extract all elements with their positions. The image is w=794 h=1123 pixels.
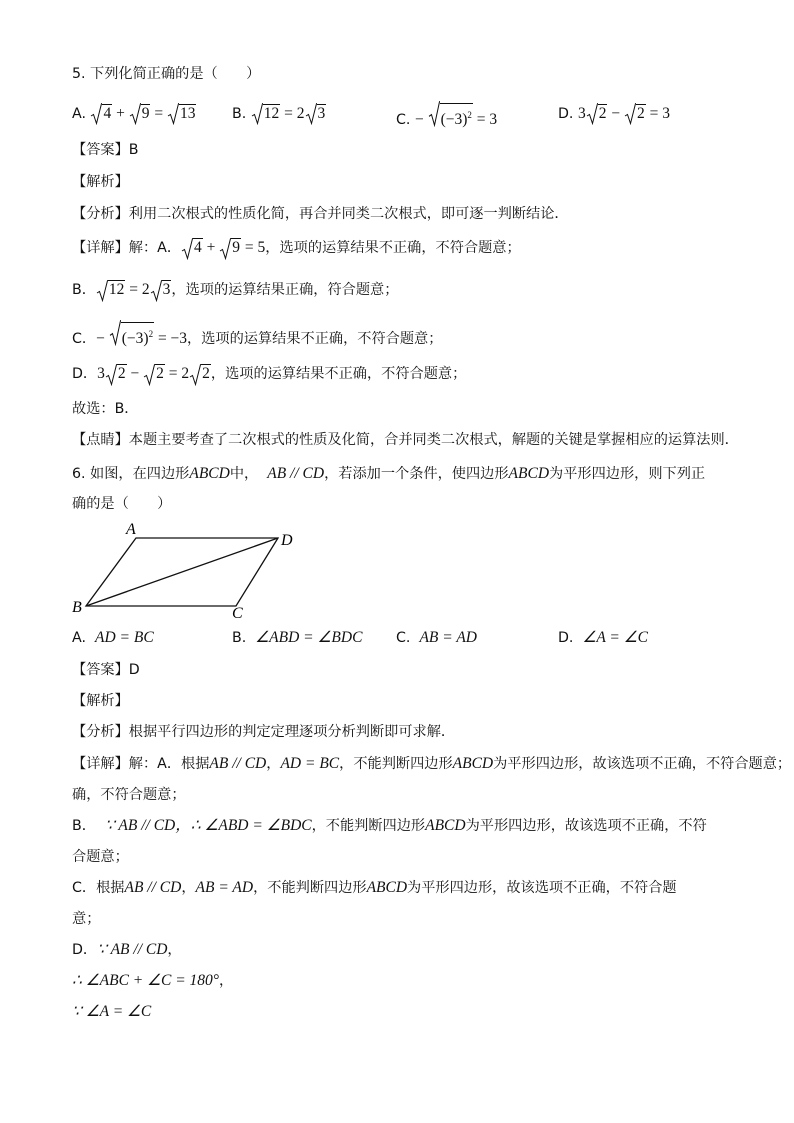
q6-detail-d xyxy=(72,940,182,960)
q6-jiexi: 【解析】 xyxy=(72,693,129,709)
option-expr: AD = BC xyxy=(95,629,154,646)
sqrt-icon xyxy=(586,103,598,125)
detail-text: ，不能判断四边形 xyxy=(339,756,453,772)
option-label: D. xyxy=(558,630,574,646)
math-parallel: AB // CD xyxy=(267,465,325,482)
option-label: D. xyxy=(558,106,574,122)
math-parallel: AB // CD xyxy=(124,879,182,896)
option-label: A. xyxy=(72,106,86,122)
q5-dianjing: 【点睛】本题主要考查了二次根式的性质及化简，合并同类二次根式，解题的关键是掌握相应的运算法则． xyxy=(72,432,739,448)
q5-stem: 5. 下列化简正确的是（ ） xyxy=(72,66,261,82)
q5-option-d[interactable] xyxy=(558,103,670,125)
sqrt-icon xyxy=(167,103,179,125)
detail-text: C．根据 xyxy=(72,880,125,896)
sqrt-icon xyxy=(181,238,193,260)
q6-detail-a-wrap: 确，不符合题意； xyxy=(72,787,186,803)
detail-tail: ，选项的运算结果正确，符合题意； xyxy=(171,282,399,298)
detail-prefix: 【详解】解：A． xyxy=(72,240,182,256)
q6-option-c[interactable] xyxy=(396,627,477,649)
q6-option-a[interactable] xyxy=(72,627,154,649)
detail-expr: − $(-3)^2 = -3$ xyxy=(96,330,187,347)
sqrt-icon xyxy=(109,320,121,346)
label-a: A xyxy=(126,521,136,538)
q6-detail-a xyxy=(72,754,791,774)
option-label: C. xyxy=(396,630,411,646)
detail-text: ，不能判断四边形 xyxy=(253,880,367,896)
detail-prefix: B． xyxy=(72,282,96,298)
stem-text: 中， xyxy=(229,466,259,482)
detail-expr: 3 2 − 2 = 2 2 xyxy=(97,365,211,382)
q5-option-a-expr: 4 + 9 = 13 xyxy=(90,105,196,122)
q6-detail-b-wrap: 合题意； xyxy=(72,849,129,865)
sqrt-icon xyxy=(219,238,231,260)
detail-tail: ，选项的运算结果不正确，不符合题意； xyxy=(265,240,521,256)
label-c: C xyxy=(232,605,243,622)
q6-option-b[interactable] xyxy=(232,627,362,649)
math-abcd: ABCD xyxy=(508,465,550,482)
q6-stem-line1 xyxy=(72,464,705,484)
sqrt-icon xyxy=(143,364,155,386)
stem-text: ，若添加一个条件，使四边形 xyxy=(324,466,509,482)
q5-answer: 【答案】B xyxy=(72,142,139,158)
detail-text: 【详解】解：A．根据 xyxy=(72,756,210,772)
math-expr: AB = AD xyxy=(195,879,254,896)
q6-fenxi: 【分析】根据平行四边形的判定定理逐项分析判断即可求解． xyxy=(72,724,456,740)
detail-text: 为平形四边形，故该选项不正确，不符合题意； xyxy=(493,756,792,772)
detail-text: D． xyxy=(72,942,98,958)
detail-expr: 4 + 9 = 5 xyxy=(181,239,265,256)
stem-text: 6. 如图，在四边形 xyxy=(72,466,190,482)
math-abcd: ABCD xyxy=(189,465,230,482)
math-expr: ∴ ∠ABC + ∠C = 180° xyxy=(72,972,220,989)
q6-detail-c xyxy=(72,878,677,898)
sqrt-icon xyxy=(189,364,201,386)
sqrt-icon xyxy=(251,103,263,125)
option-label: C. xyxy=(396,112,411,129)
stem-text: 为平形四边形，则下列正 xyxy=(549,466,706,482)
q5-option-c-expr: − $(-3)^2 = 3$ xyxy=(415,111,497,128)
sqrt-icon xyxy=(624,103,636,125)
label-b: B xyxy=(72,599,82,616)
detail-prefix: D． xyxy=(72,366,98,382)
math-expr: AD = BC xyxy=(280,755,340,772)
detail-text: ， xyxy=(219,973,234,989)
option-expr: AB = AD xyxy=(419,629,477,646)
detail-text: ， xyxy=(266,756,281,772)
detail-tail: ，选项的运算结果不正确，不符合题意； xyxy=(210,366,467,382)
detail-text: 为平形四边形，故该选项不正确，不符合题 xyxy=(407,880,677,896)
sqrt-icon xyxy=(428,101,440,127)
math-abcd: ABCD xyxy=(425,817,466,834)
sqrt-icon xyxy=(150,280,162,302)
sqrt-icon xyxy=(90,103,102,125)
math-expr: ∵ ∠A = ∠C xyxy=(72,1003,152,1020)
q5-option-b-expr: 12 = 2 3 xyxy=(251,105,327,122)
sqrt-icon xyxy=(129,103,141,125)
detail-expr: 12 = 2 3 xyxy=(96,281,172,298)
sqrt-icon xyxy=(305,103,317,125)
q5-option-b[interactable] xyxy=(232,103,326,125)
detail-prefix: C． xyxy=(72,331,97,348)
q6-stem-line2: 确的是（ ） xyxy=(72,496,172,512)
q5-detail-a xyxy=(72,238,521,258)
q6-answer: 【答案】D xyxy=(72,662,140,678)
detail-text: ，不能判断四边形 xyxy=(311,818,426,834)
option-label: A. xyxy=(72,630,86,646)
math-expr: ∵ AB // CD，∴ ∠ABD = ∠BDC xyxy=(104,817,312,834)
q5-option-a[interactable] xyxy=(72,103,196,125)
detail-text: ， xyxy=(181,880,196,896)
detail-text: ， xyxy=(167,942,182,958)
q6-detail-d-step3 xyxy=(72,1002,151,1022)
q5-detail-c xyxy=(72,322,442,350)
math-abcd: ABCD xyxy=(366,879,408,896)
math-parallel: AB // CD xyxy=(209,755,267,772)
q6-option-d[interactable] xyxy=(558,627,648,649)
q5-fenxi: 【分析】利用二次根式的性质化简，再合并同类二次根式，即可逐一判断结论． xyxy=(72,206,569,222)
q5-choice: 故选：B． xyxy=(72,401,139,417)
detail-text: B． xyxy=(72,818,96,834)
option-label: B. xyxy=(232,106,247,122)
sqrt-icon xyxy=(105,364,117,386)
q5-option-d-expr: 3 2 − 2 = 3 xyxy=(578,105,670,122)
option-expr: ∠ABD = ∠BDC xyxy=(255,629,363,646)
q5-detail-d xyxy=(72,364,466,384)
math-expr: ∵ AB // CD xyxy=(97,941,168,958)
q6-detail-d-step2 xyxy=(72,971,233,991)
q5-option-c[interactable] xyxy=(396,103,497,131)
parallelogram-figure xyxy=(60,516,320,624)
option-label: B. xyxy=(232,630,247,646)
sqrt-icon xyxy=(96,280,108,302)
detail-tail: ，选项的运算结果不正确，不符合题意； xyxy=(187,331,443,348)
q6-detail-b xyxy=(72,816,707,836)
label-d: D xyxy=(281,532,293,549)
q5-detail-b xyxy=(72,280,398,300)
diagonal-bd xyxy=(86,538,278,606)
q5-jiexi: 【解析】 xyxy=(72,174,129,190)
q6-detail-c-wrap: 意； xyxy=(72,911,101,927)
detail-text: 为平形四边形，故该选项不正确，不符 xyxy=(465,818,707,834)
option-expr: ∠A = ∠C xyxy=(582,629,648,646)
math-abcd: ABCD xyxy=(452,755,494,772)
